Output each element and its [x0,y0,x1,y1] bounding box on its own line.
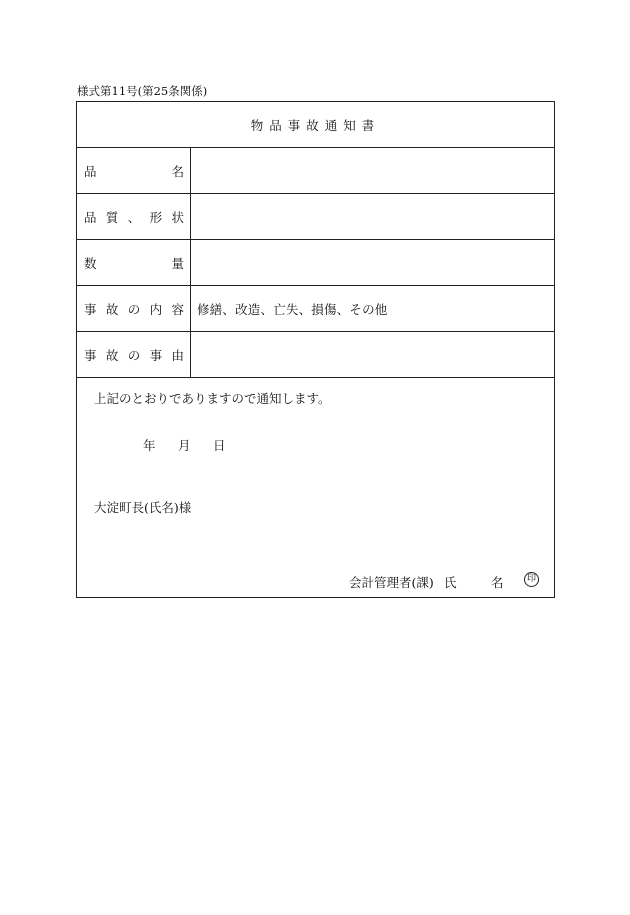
field-row-quantity [77,240,554,286]
field-row-accident-content [77,286,554,332]
addressee-text: 大淀町長(氏名)様 [94,500,192,515]
field-label-accident-content: 事 故 の 内 容 [77,286,191,331]
form-number: 様式第11号(第25条関係) [77,84,208,98]
title-row [77,102,554,148]
field-label-quality-shape: 品 質 、 形 状 [77,194,191,239]
date-month-label: 月 [178,438,191,453]
field-row-item-name [77,148,554,194]
field-row-quality-shape [77,194,554,240]
field-label-item-name: 品 名 [77,148,191,193]
field-row-accident-reason [77,332,554,378]
field-value-accident-content[interactable]: 修繕、改造、亡失、損傷、その他 [197,301,388,317]
accident-notice-form [76,101,555,598]
date-year-label: 年 [143,438,156,453]
field-label-quantity: 数 量 [77,240,191,285]
date-day-label: 日 [213,438,226,453]
signer-name-label-2: 名 [491,575,504,590]
field-label-accident-reason: 事 故 の 事 由 [77,332,191,377]
signer-title: 会計管理者(課) [349,575,434,590]
seal-icon: 印 [524,572,539,587]
signer-name-label-1: 氏 [444,575,457,590]
page-title: 物品事故通知書 [250,117,381,133]
notice-text: 上記のとおりでありますので通知します。 [94,391,331,406]
